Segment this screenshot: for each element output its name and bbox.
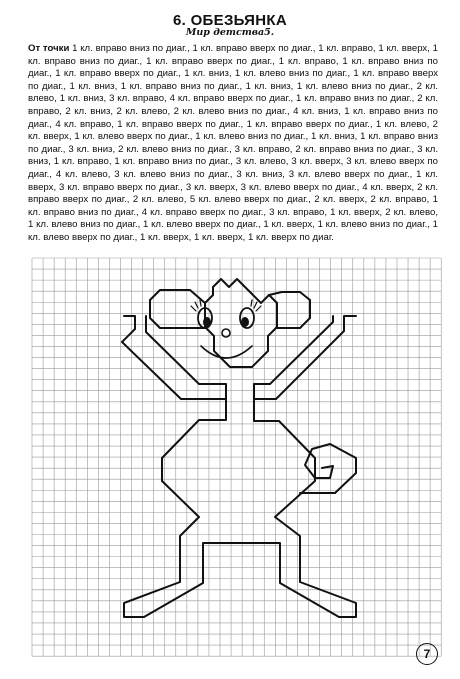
left-ear xyxy=(150,290,205,328)
monkey-mouth xyxy=(201,346,252,358)
right-pupil xyxy=(242,318,248,326)
page-title: 6. ОБЕЗЬЯНКА xyxy=(173,12,287,29)
monkey-drawing xyxy=(122,279,356,617)
left-eyelash xyxy=(191,300,201,311)
page-subtitle: Мир детства5. xyxy=(185,27,275,38)
page-number: 7 xyxy=(416,643,438,665)
instructions-lead: От точки xyxy=(28,43,70,54)
monkey-body xyxy=(124,399,356,617)
grid-lines xyxy=(32,258,441,656)
monkey-nose xyxy=(222,329,230,337)
left-pupil xyxy=(204,318,210,326)
instructions-text: 1 кл. вправо вниз по диаг., 1 кл. вправо вверх по диаг., 1 кл. вправо, 1 кл. вверх, 1 кл. вправо вниз по диаг., 1 кл. вправо вверх по диаг., 1 кл. вправо, 1 кл. вправо вниз по диаг., 1 кл. вправо вверх по диаг., 1 кл. вниз, 1 кл. влево вниз по диаг., 1 кл. вправо вверх по диаг., 1 кл. вниз, 1 кл. вправо вниз по диаг., 1 кл. вниз, 1 кл. влево вниз по диаг., 2 кл. влево, 1 кл. вниз, 3 кл. вправо, 4 кл. вправо вверх по диаг., 1 кл. вправо вниз по диаг., 2 кл. вправо, 2 кл. вниз, 2 кл. влево, 2 кл. влево вниз по диаг., 4 кл. вниз, 1 кл. вправо вниз по диаг., 4 кл. вправо, 1 кл. вправо вверх по диаг., 1 кл. вправо вверх по диаг., 1 кл. влево, 2 кл. вверх, 1 кл. влево вверх по диаг., 1 кл. влево вниз по диаг., 1 кл. вниз, 1 кл. вправо вниз по диаг., 3 кл. вниз, 2 кл. влево вниз по диаг., 3 кл. вправо, 2 кл. вправо вниз по диаг., 3 кл. вниз, 1 кл. вправо, 1 кл. вправо вниз по диаг., 3 кл. влево, 3 кл. вверх, 3 кл. влево вверх по диаг., 4 кл. влево, 3 кл. влево вниз по диаг., 3 кл. вниз, 3 кл. влево вверх по диаг., 1 кл. вверх, 3 кл. вправо вверх по диаг., 3 кл. вверх, 3 кл. влево вверх по диаг., 4 кл. вверх, 2 кл. вправо вверх по диаг., 2 кл. влево, 5 кл. влево вверх по диаг., 2 кл. вверх, 2 кл. вправо, 1 кл. вправо вниз по диаг., 4 кл. вправо вверх по диаг., 3 кл. вправо, 1 кл. вверх, 2 кл. влево, 1 кл. влево вниз по диаг., 1 кл. влево вверх по диаг., 1 кл. вверх, 1 кл. влево вниз по диаг., 1 кл. влево вверх по диаг., 1 кл. вверх, 1 кл. вверх, 1 кл. вверх по диаг. xyxy=(28,43,438,243)
